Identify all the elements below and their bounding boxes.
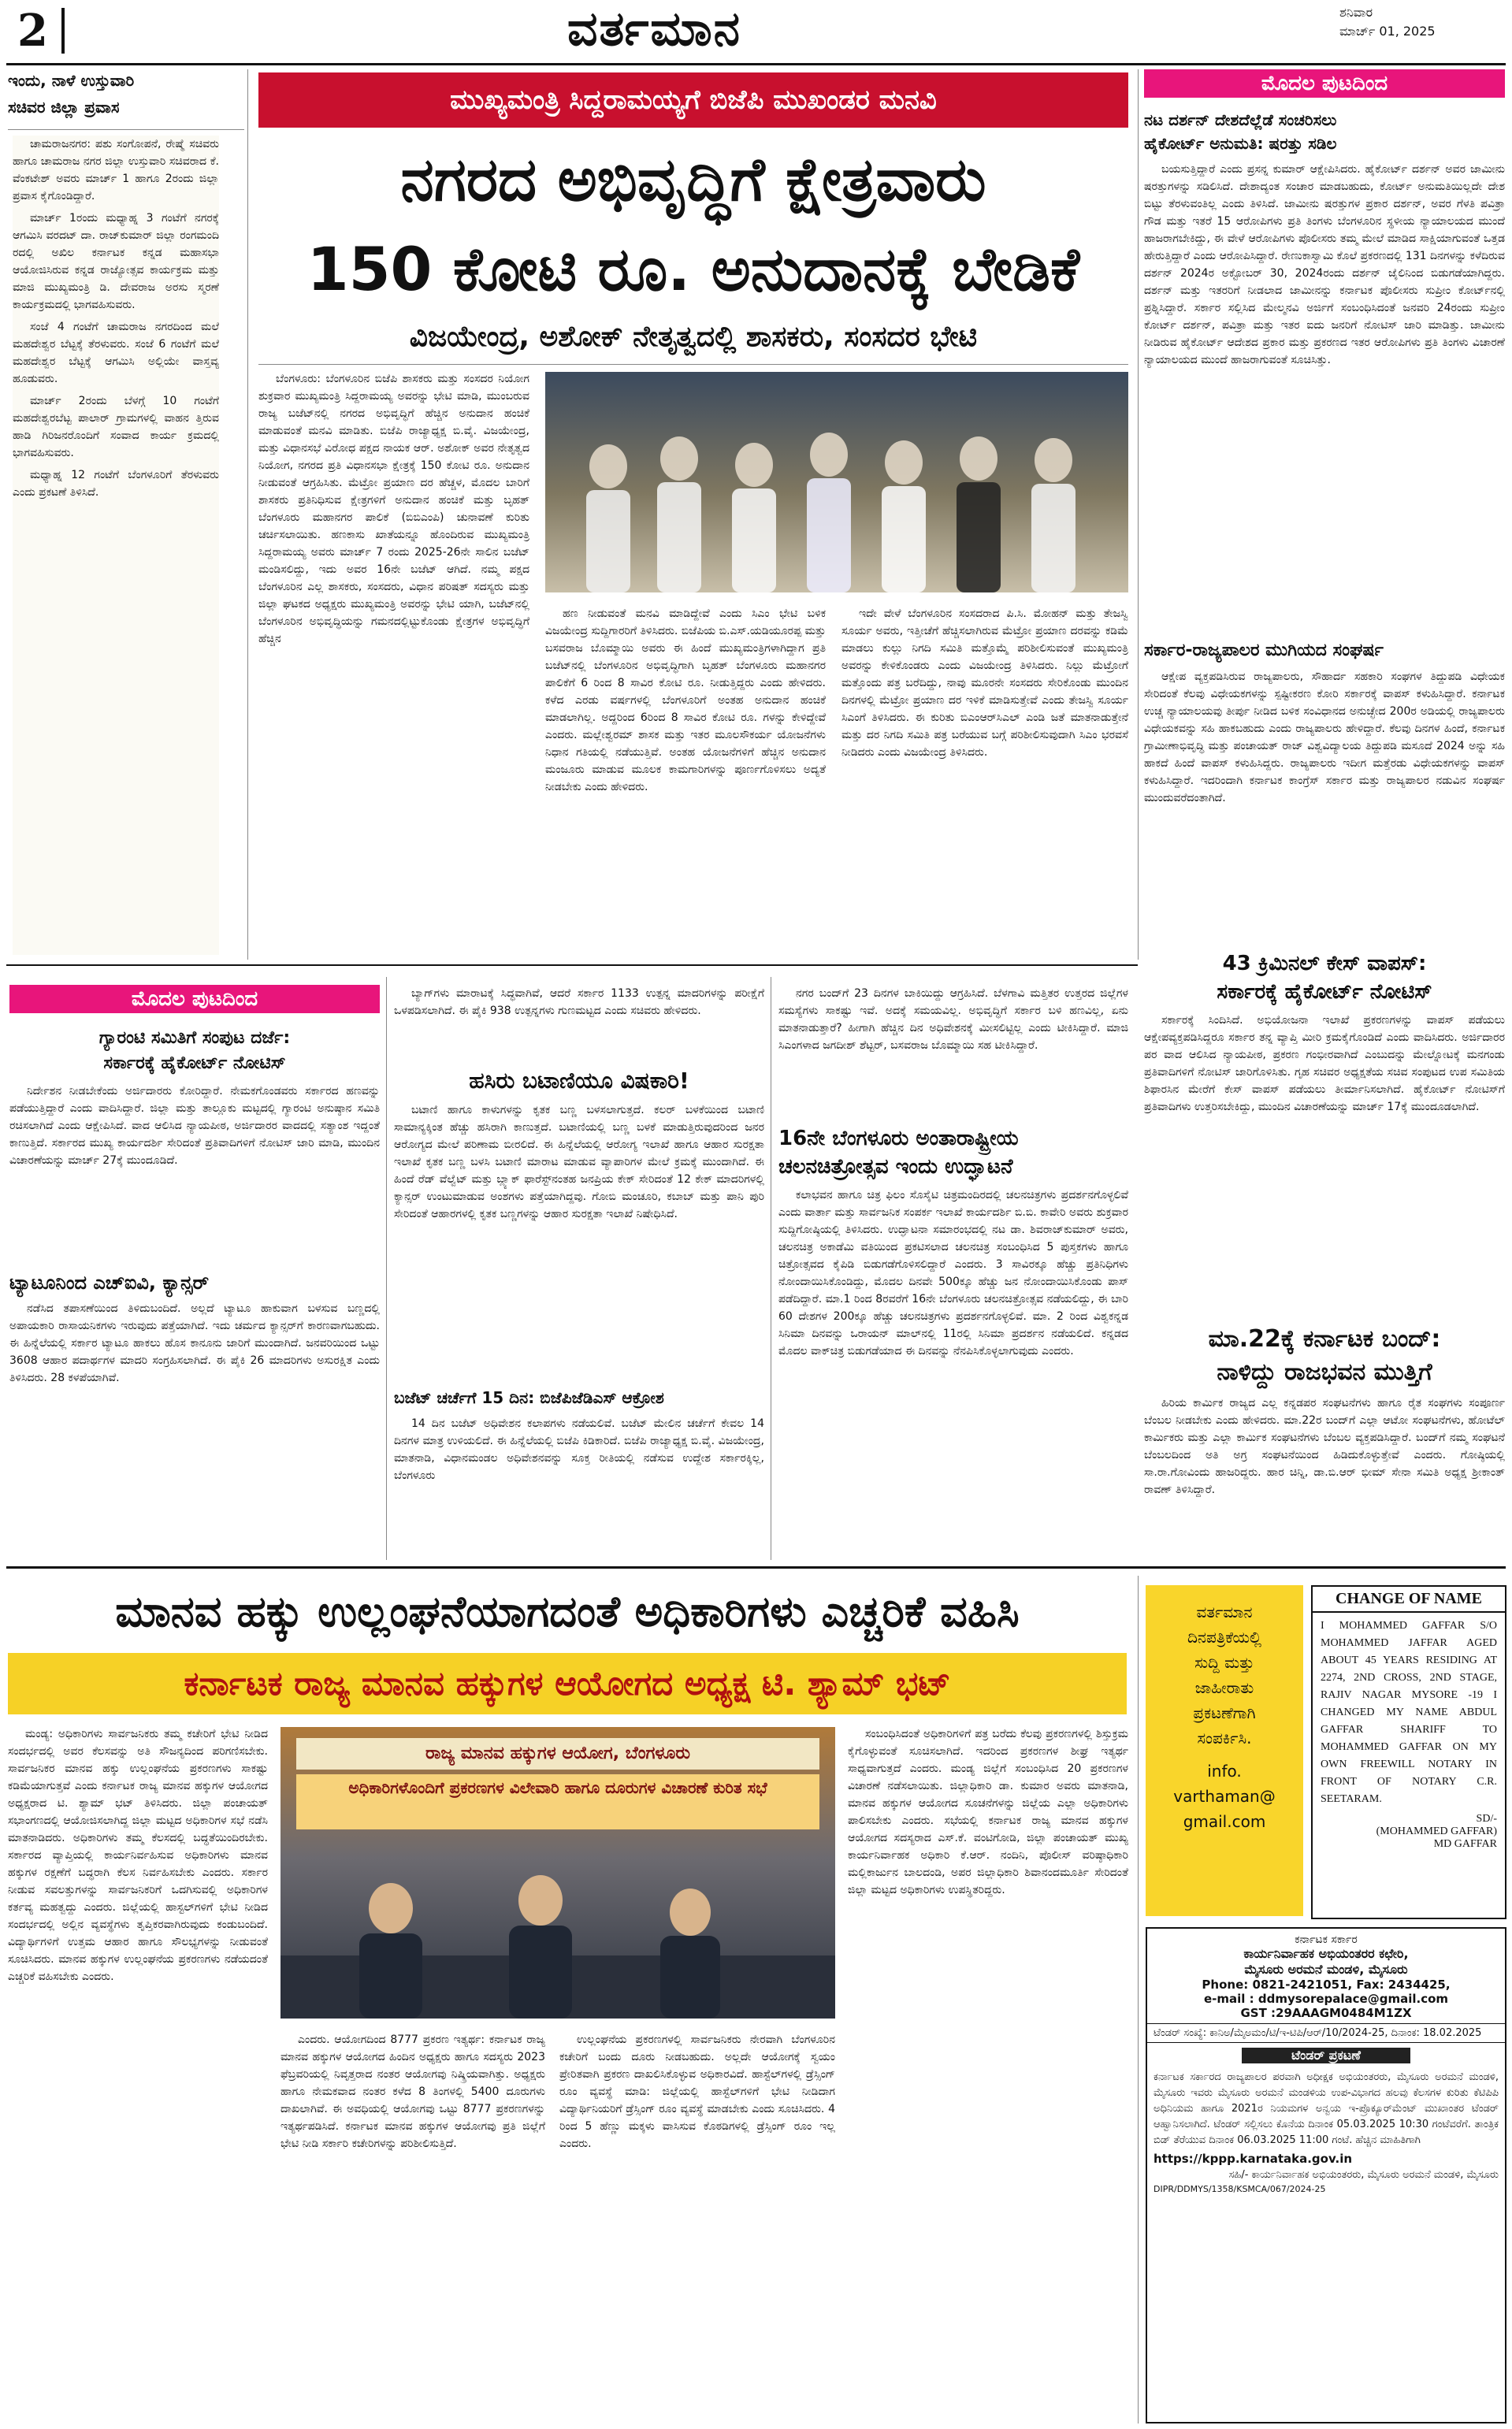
change-of-name-body: I MOHAMMED GAFFAR S/O MOHAMMED JAFFAR AGED ABOUT 45 YEARS RESIDING AT 2274, 2ND CROSS, 2ND STAGE, RAJIV NAGAR MYSORE -19 I CHANGED MY NAME ABDUL GAFFAR SHARIFF TO MOHAMMED GAFFAR ON MY OWN FREEWILL NOTARY IN FRONT OF NOTARY C.R. SEETARAM. <box>1321 1620 1497 1805</box>
mid-divider-1 <box>386 977 387 1560</box>
right-story1-body <box>1144 161 1505 633</box>
mid-story1-text: ನಿರ್ದೇಶನ ನೀಡಬೇಕೆಂದು ಅರ್ಜಿದಾರರು ಕೋರಿದ್ದಾರೆ. ನೇಮಕಗೊಂಡವರು ಸರ್ಕಾರದ ಹಣವನ್ನು ಪಡೆಯುತ್ತಿದ್ದಾರೆ ಎಂದು ವಾದಿಸಿದ್ದಾರೆ. ಜಿಲ್ಲಾ ಮತ್ತು ತಾಲ್ಲೂಕು ಮಟ್ಟದಲ್ಲಿ ಗ್ಯಾರಂಟಿ ಅನುಷ್ಠಾನ ಸಮಿತಿ ರಚಿಸಲಾಗಿದೆ ಎಂದು ಆಕ್ಷೇಪಿಸಿದೆ. ವಾದ ಆಲಿಸಿದ ನ್ಯಾಯಪೀಠ, ಅರ್ಜಿದಾರರ ವಾದದಲ್ಲಿ ಸತ್ಯಾಂಶ ಇದ್ದಂತೆ ಕಾಣುತ್ತಿದೆ. ಸರ್ಕಾರದ ಮುಖ್ಯ ಕಾರ್ಯದರ್ಶಿ ಸೇರಿದಂತೆ ಪ್ರತಿವಾದಿಗಳಿಗೆ ನೋಟಿಸ್ ಜಾರಿ ಮಾಡಿ, ಮುಂದಿನ ವಿಚಾರಣೆಯನ್ನು ಮಾರ್ಚ್ 27ಕ್ಕೆ ಮುಂದೂಡಿದೆ. <box>9 1085 380 1167</box>
tender-office: ಕಾರ್ಯನಿರ್ವಾಹಕ ಅಭಿಯಂತರರ ಕಛೇರಿ, <box>1243 1946 1409 1961</box>
bottom-photo-figures <box>280 1837 835 2019</box>
right-story4-text: ಹಿರಿಯ ಕಾರ್ಮಿಕ ರಾಜ್ಯದ ಎಲ್ಲ ಕನ್ನಡಪರ ಸಂಘಟನೆಗಳು ಹಾಗೂ ರೈತ ಸಂಘಗಳು ಸಂಪೂರ್ಣ ಬೆಂಬಲ ನೀಡಬೇಕು ಎಂದು ಹೇಳಿದರು. ಮಾ.22ರ ಬಂದ್‌ಗೆ ಎಲ್ಲಾ ಆಟೋ ಸಂಘಟನೆಗಳು, ಹೋಟೆಲ್ ಕಾರ್ಮಿಕರು ಮತ್ತು ಎಲ್ಲಾ ಕಾರ್ಮಿಕ ಸಂಘಟನೆಗಳು ಬೆಂಬಲ ವ್ಯಕ್ತಪಡಿಸಿದ್ದಾರೆ. ಬಂದ್‌ಗೆ ನಮ್ಮ ಸಂಘಟನೆ ಬೆಂಬಲದಿಂದ ಅತಿ ಅಗ್ರ ಸಂಘಟನೆಯಿಂದ ಹಿಡಿದುಕೊಳ್ಳುತ್ತೇವೆ ಎಂದರು. ಗೋಷ್ಠಿಯಲ್ಲಿ ಸಾ.ರಾ.ಗೋವಿಂದು ಹಾಜರಿದ್ದರು. ಹಾರ ಚಿನ್ನಿ, ಡಾ.ಬಿ.ಆರ್ ಭೀಮ್ ಸೇನಾ ಸಮಿತಿ ಅಧ್ಯಕ್ಷ ಶ್ರೀಕಾಂತ್ ರಾವಣ್ ತಿಳಿಸಿದ್ದಾರೆ. <box>1144 1397 1505 1496</box>
change-of-name-box <box>1311 1585 1506 1919</box>
bottom-col2-text: ಎಂದರು. ಆಯೋಗದಿಂದ 8777 ಪ್ರಕರಣ ಇತ್ಯರ್ಥ: ಕರ್ನಾಟಕ ರಾಜ್ಯ ಮಾನವ ಹಕ್ಕುಗಳ ಆಯೋಗದ ಹಿಂದಿನ ಅಧ್ಯಕ್ಷರು ಹಾಗೂ ಸದಸ್ಯರು 2023 ಫೆಬ್ರವರಿಯಲ್ಲಿ ನಿವೃತ್ತರಾದ ನಂತರ ಆಯೋಗವು ನಿಷ್ಕ್ರಿಯವಾಗಿತ್ತು. ಅಧ್ಯಕ್ಷರು ಹಾಗೂ ನೇಮಕವಾದ ನಂತರ ಕಳೆದ 8 ತಿಂಗಳಲ್ಲಿ 5400 ದೂರುಗಳು ದಾಖಲಾಗಿವೆ. ಈ ಅವಧಿಯಲ್ಲಿ ಆಯೋಗವು ಒಟ್ಟು 8777 ಪ್ರಕರಣಗಳನ್ನು ಇತ್ಯರ್ಥಪಡಿಸಿದೆ. ಕರ್ನಾಟಕ ಮಾನವ ಹಕ್ಕುಗಳ ಆಯೋಗವು ಪ್ರತಿ ಜಿಲ್ಲೆಗೆ ಭೇಟಿ ನೀಡಿ ಸರ್ಕಾರಿ ಕಚೇರಿಗಳನ್ನು ಪರಿಶೀಲಿಸುತ್ತಿದೆ. <box>280 2033 545 2150</box>
mid-story2-head: ಟ್ಯಾಟೂನಿಂದ ಎಚ್ಐವಿ, ಕ್ಯಾನ್ಸರ್ <box>9 1272 210 1294</box>
right-story4-head-line2: ನಾಳಿದ್ದು ರಾಜಭವನ ಮುತ್ತಿಗೆ <box>1217 1358 1432 1386</box>
left-para-2: ಮಾರ್ಚ್ 1ರಂದು ಮಧ್ಯಾಹ್ನ 3 ಗಂಟೆಗೆ ನಗರಕ್ಕೆ ಆಗಮಿಸಿ ವರದಟ್ ದಾ. ರಾಜ್‌ಕುಮಾರ್ ಜಿಲ್ಲಾ ರಂಗಮಂದಿ ರದಲ್ಲಿ ಅಖಿಲ ಕರ್ನಾಟಕ ಕನ್ನಡ ಮಹಾಸಭಾ ಆಯೋಜಿಸಿರುವ ಕನ್ನಡ ರಾಜ್ಯೋತ್ಸವ ಕಾರ್ಯಕ್ರಮ ಮತ್ತು ಮಾಜಿ ಮುಖ್ಯಮಂತ್ರಿ ಡಿ. ದೇವರಾಜ ಅರಸು ಸ್ಮರಣೆ ಕಾರ್ಯಕ್ರಮದಲ್ಲಿ ಭಾಗವಹಿಸುವರು. <box>13 212 219 311</box>
tender-body: ಕರ್ನಾಟಕ ಸರ್ಕಾರದ ರಾಜ್ಯಪಾಲರ ಪರವಾಗಿ ಅಧೀಕ್ಷಕ ಅಭಿಯಂತರರು, ಮೈಸೂರು ಅರಮನೆ ಮಂಡಳಿ, ಮೈಸೂರು ಇವರು ಮೈಸೂರು ಅರಮನೆ ಮಂಡಳಿಯ ಉಪ-ವಿಭಾಗದ ಹಲವು ಕೆಲಸಗಳ ಕುರಿತು ಕೆಟಿಪಿಪಿ ಅಧಿನಿಯಮ ಹಾಗೂ 2021ರ ನಿಯಮಗಳ ಅನ್ವಯ ಇ-ಪ್ರೊಕ್ಯೂರ್‌ಮೆಂಟ್ ಮುಖಾಂತರ ಟೆಂಡರ್ ಆಹ್ವಾನಿಸಲಾಗಿದೆ. ಟೆಂಡರ್ ಸಲ್ಲಿಸಲು ಕೊನೆಯ ದಿನಾಂಕ 05.03.2025 10:30 ಗಂಟೆವರೆಗೆ. ತಾಂತ್ರಿಕ ಬಿಡ್ ತೆರೆಯುವ ದಿನಾಂಕ 06.03.2025 11:00 ಗಂಟೆ. ಹೆಚ್ಚಿನ ಮಾಹಿತಿಗಾಗಿ <box>1154 2071 1499 2146</box>
right-story2-head: ಸರ್ಕಾರ-ರಾಜ್ಯಪಾಲರ ಮುಗಿಯದ ಸಂಘರ್ಷ <box>1144 641 1384 660</box>
left-para-3: ಸಂಜೆ 4 ಗಂಟೆಗೆ ಚಾಮರಾಜ ನಗರದಿಂದ ಮಲೆ ಮಹದೇಶ್ವರ ಬೆಟ್ಟಕ್ಕೆ ತೆರಳುವರು. ಸಂಜೆ 6 ಗಂಟೆಗೆ ಮಲೆ ಮಹದೇಶ್ವರ ಬೆಟ್ಟಕ್ಕೆ ಆಗಮಿಸಿ ಅಲ್ಲಿಯೇ ವಾಸ್ತವ್ಯ ಹೂಡುವರು. <box>13 321 219 385</box>
contact-email-2[interactable]: varthaman@ <box>1173 1787 1276 1806</box>
mid-center-head: ಹಸಿರು ಬಟಾಣಿಯೂ ವಿಷಕಾರಿ! <box>469 1068 689 1094</box>
right-story1-head-line2: ಹೈಕೋರ್ಟ್ ಅನುಮತಿ: ಷರತ್ತು ಸಡಿಲ <box>1144 134 1337 153</box>
right-story3-body <box>1144 1012 1505 1319</box>
tender-email[interactable]: e-mail : ddmysorepalace@gmail.com <box>1203 1992 1449 2006</box>
right-from-front-banner: ಮೊದಲ ಪುಟದಿಂದ <box>1144 69 1505 98</box>
mid-story1-head-line1: ಗ್ಯಾರಂಟಿ ಸಮಿತಿಗೆ ಸಂಪುಟ ದರ್ಜೆ: <box>98 1028 291 1048</box>
right-story3-head-line1: 43 ಕ್ರಿಮಿನಲ್ ಕೇಸ್ ವಾಪಸ್: <box>1222 952 1427 975</box>
mid-center-story2-text: 14 ದಿನ ಬಜೆಟ್ ಅಧಿವೇಶನ ಕಲಾಪಗಳು ನಡೆಯಲಿವೆ. ಬಜೆಟ್ ಮೇಲಿನ ಚರ್ಚೆಗೆ ಕೇವಲ 14 ದಿನಗಳ ಮಾತ್ರ ಉಳಿಯಲಿದೆ. ಈ ಹಿನ್ನೆಲೆಯಲ್ಲಿ ಬಿಜೆಪಿ ಕಿಡಿಕಾರಿದೆ. ಬಿಜೆಪಿ ರಾಜ್ಯಾಧ್ಯಕ್ಷ ಬಿ.ವೈ. ವಿಜಯೇಂದ್ರ, ಮಾತನಾಡಿ, ವಿಧಾನಮಂಡಲ ಅಧಿವೇಶನವನ್ನು ಸೂಕ್ತ ರೀತಿಯಲ್ಲಿ ನಡೆಸುವ ಉದ್ದೇಶ ಸರ್ಕಾರಕ್ಕಿಲ್ಲ, ಬೆಂಗಳೂರು <box>394 1417 764 1482</box>
right-story1-head-line1: ನಟ ದರ್ಶನ್ ದೇಶದೆಲ್ಲೆಡೆ ಸಂಚರಿಸಲು <box>1144 110 1337 129</box>
page-number-divider <box>61 8 65 54</box>
tender-signoff: ಸಹಿ/- ಕಾರ್ಯನಿರ್ವಾಹಕ ಅಭಿಯಂತರರು, ಮೈಸೂರು ಅರಮನೆ ಮಂಡಳಿ, ಮೈಸೂರು <box>1228 2169 1499 2181</box>
mid-story2-text: ನಡೆಸಿದ ತಪಾಸಣೆಯಿಂದ ತಿಳಿದುಬಂದಿದೆ. ಅಲ್ಲದೆ ಟ್ಯಾಟೂ ಹಾಕುವಾಗ ಬಳಸುವ ಬಣ್ಣದಲ್ಲಿ ಅಪಾಯಕಾರಿ ರಾಸಾಯನಿಕಗಳು ಇರುವುದು ಪತ್ತೆಯಾಗಿದೆ. ಇದು ಚರ್ಮದ ಕ್ಯಾನ್ಸರ್‌ಗೆ ಕಾರಣವಾಗಬಹುದು. ಈ ಹಿನ್ನೆಲೆಯಲ್ಲಿ ಸರ್ಕಾರ ಟ್ಯಾಟೂ ಹಾಕಲು ಹೊಸ ಕಾನೂನು ಜಾರಿಗೆ ಮುಂದಾಗಿದೆ. ಜನವರಿಯಿಂದ ಒಟ್ಟು 3608 ಆಹಾರ ಪದಾರ್ಥಗಳ ಮಾದರಿ ಸಂಗ್ರಹಿಸಲಾಗಿದೆ. ಈ ಪೈಕಿ 26 ಮಾದರಿಗಳು ಅಸುರಕ್ಷಿತ ಎಂದು ತಿಳಿಸಿದರು. 28 ಕಳಪೆಯಾಗಿವೆ. <box>9 1302 380 1384</box>
lead-photo <box>545 372 1128 592</box>
bottom-rule <box>6 1566 1506 1569</box>
tender-notice <box>1146 1927 1506 2423</box>
mid-center-lead <box>394 985 764 1064</box>
right-story3-text: ಸರ್ಕಾರಕ್ಕೆ ಸಿಂದಿಸಿದೆ. ಅಭಿಯೋಜನಾ ಇಲಾಖೆ ಪ್ರಕರಣಗಳನ್ನು ವಾಪಸ್ ಪಡೆಯಲು ಆಕ್ಷೇಪವ್ಯಕ್ತಪಡಿಸಿದ್ದರೂ ಸರ್ಕಾರ ತನ್ನ ವ್ಯಾಪ್ತಿ ಮೀರಿ ಕ್ರಮಕೈಗೊಂಡಿದೆ ಎಂದು ವಾದಿಸಿದರು. ಅರ್ಜಿದಾರರ ಪರ ವಾದ ಆಲಿಸಿದ ನ್ಯಾಯಪೀಠ, ಪ್ರಕರಣ ಗಂಭೀರವಾಗಿದೆ ಎಂಬುದನ್ನು ಮೇಲ್ನೋಟಕ್ಕೆ ಮನಗಂಡು ಪ್ರತಿವಾದಿಗಳಿಗೆ ನೋಟಿಸ್ ಜಾರಿಗೊಳಿಸಿತು. ಗೃಹ ಸಚಿವರ ಅಧ್ಯಕ್ಷತೆಯ ಸಚಿವ ಸಂಪುಟದ ಉಪ ಸಮಿತಿಯ ಶಿಫಾರಸಿನ ಮೇರೆಗೆ ಕೇಸ್ ವಾಪಸ್ ಪಡೆಯಲು ತೀರ್ಮಾನಿಸಲಾಗಿದೆ. ಹೈಕೋರ್ಟ್ ನೋಟಿಸ್‌ಗೆ ಪ್ರತಿವಾದಿಗಳು ಉತ್ತರಿಸಬೇಕಿದ್ದು, ಮುಂದಿನ ವಿಚಾರಣೆಯನ್ನು ಮಾರ್ಚ್ 17ಕ್ಕೆ ಮುಂದೂಡಲಾಗಿದೆ. <box>1144 1014 1505 1113</box>
tender-notice-head: ಟೆಂಡರ್ ಪ್ರಕಟಣೆ <box>1242 2048 1410 2063</box>
lead-photo-figures <box>545 372 1128 592</box>
bottom-subhead: ಕರ್ನಾಟಕ ರಾಜ್ಯ ಮಾನವ ಹಕ್ಕುಗಳ ಆಯೋಗದ ಅಧ್ಯಕ್ಷ ಟಿ. ಶ್ಯಾಮ್ ಭಟ್ <box>8 1653 1127 1714</box>
bottom-col4-text: ಸಂಬಂಧಿಸಿದಂತೆ ಅಧಿಕಾರಿಗಳಿಗೆ ಪತ್ರ ಬರೆದು ಕೆಲವು ಪ್ರಕರಣಗಳಲ್ಲಿ ಶಿಸ್ತುಕ್ರಮ ಕೈಗೊಳ್ಳುವಂತೆ ಸೂಚಿಸಲಾಗಿದೆ. ಇದರಿಂದ ಪ್ರಕರಣಗಳ ಶೀಘ್ರ ಇತ್ಯರ್ಥ ಸಾಧ್ಯವಾಗುತ್ತದೆ ಎಂದರು. ಮಂಡ್ಯ ಜಿಲ್ಲೆಗೆ ಸಂಬಂಧಿಸಿದ 20 ಪ್ರಕರಣಗಳ ವಿಚಾರಣೆ ನಡೆಸಲಾಯಿತು. ಜಿಲ್ಲಾಧಿಕಾರಿ ಡಾ. ಕುಮಾರ ಅವರು ಮಾತನಾಡಿ, ಮಾನವ ಹಕ್ಕುಗಳ ಆಯೋಗದ ಸೂಚನೆಗಳನ್ನು ಜಿಲ್ಲೆಯ ಎಲ್ಲಾ ಅಧಿಕಾರಿಗಳು ಪಾಲಿಸಬೇಕು ಎಂದರು. ಸಭೆಯಲ್ಲಿ ಕರ್ನಾಟಕ ರಾಜ್ಯ ಮಾನವ ಹಕ್ಕುಗಳ ಆಯೋಗದ ಸದಸ್ಯರಾದ ಎಸ್.ಕೆ. ವಂಟಿಗೋಡಿ, ಜಿಲ್ಲಾ ಪಂಚಾಯತ್ ಮುಖ್ಯ ಕಾರ್ಯನಿರ್ವಾಹಕ ಅಧಿಕಾರಿ ಕೆ.ಆರ್. ನಂದಿನಿ, ಪೊಲೀಸ್ ವರಿಷ್ಠಾಧಿಕಾರಿ ಮಲ್ಲಿಕಾರ್ಜುನ ಬಾಲದಂಡಿ, ಅಪರ ಜಿಲ್ಲಾಧಿಕಾರಿ ಶಿವಾನಂದಮೂರ್ತಿ ಸೇರಿದಂತೆ ಜಿಲ್ಲಾ ಮಟ್ಟದ ಅಧಿಕಾರಿಗಳು ಉಪಸ್ಥಿತರಿದ್ದರು. <box>848 1728 1128 1896</box>
lead-headline-line2: 150 ಕೋಟಿ ರೂ. ಅನುದಾನಕ್ಕೆ ಬೇಡಿಕೆ <box>306 234 1080 304</box>
left-heading-line2: ಸಚಿವರ ಜಿಲ್ಲಾ ಪ್ರವಾಸ <box>8 98 120 117</box>
col-divider-right <box>1138 69 1139 960</box>
mid-right-lead <box>778 985 1128 1119</box>
mid-center-lead-text: ಬ್ಯಾಗ್‌ಗಳು ಮಾರಾಟಕ್ಕೆ ಸಿದ್ಧವಾಗಿವೆ, ಆದರೆ ಸರ್ಕಾರ 1133 ಉತ್ಪನ್ನ ಮಾದರಿಗಳನ್ನು ಪರೀಕ್ಷೆಗೆ ಒಳಪಡಿಸಲಾಗಿದೆ. ಈ ಪೈಕಿ 938 ಉತ್ಪನ್ನಗಳು ಗುಣಮಟ್ಟದ ಎಂದು ಸಚಿವರು ಹೇಳಿದರು. <box>394 987 764 1017</box>
lead-col2 <box>545 605 826 952</box>
lead-rule <box>258 364 1128 365</box>
tender-ref: ಟೆಂಡರ್ ಸಂಖ್ಯೆ: ಕಾನಿಅ/ಮೈಅಮಂ/ಟಿ/ಇ-ಟಿಪಿ/ಆರ್/10/2024-25, ದಿನಾಂಕ: 18.02.2025 <box>1147 2023 1505 2043</box>
mid-center-story2-body <box>394 1415 764 1554</box>
contact-line2: ದಿನಪತ್ರಿಕೆಯಲ್ಲಿ <box>1187 1628 1261 1647</box>
col-divider <box>247 69 248 960</box>
bottom-col1 <box>8 1725 268 2419</box>
left-para-4: ಮಾರ್ಚ್ 2ರಂದು ಬೆಳಗ್ಗೆ 10 ಗಂಟೆಗೆ ಮಹದೇಶ್ವರಬೆಟ್ಟ ಪಾಲಾರ್ ಗ್ರಾಮಗಳಲ್ಲಿ ವಾಹನ ತ್ತಿರುವ ಹಾಡಿ ಗಿರಿಜನರೊಂದಿಗೆ ಸಂವಾದ ಕಾರ್ಯ ಕ್ರಮದಲ್ಲಿ ಭಾಗವಹಿಸುವರು. <box>13 395 219 459</box>
film-fest-text: ಕಲಾಭವನ ಹಾಗೂ ಚಿತ್ರ ಫಿಲಂ ಸೊಸೈಟಿ ಚಿತ್ರಮಂದಿರದಲ್ಲಿ ಚಲನಚಿತ್ರಗಳು ಪ್ರದರ್ಶನಗೊಳ್ಳಲಿವೆ ಎಂದು ವಾರ್ತಾ ಮತ್ತು ಸಾರ್ವಜನಿಕ ಸಂಪರ್ಕ ಇಲಾಖೆ ಕಾರ್ಯದರ್ಶಿ ಬಿ.ಬಿ. ಕಾವೇರಿ ಅವರು ಶುಕ್ರವಾರ ಸುದ್ದಿಗೋಷ್ಠಿಯಲ್ಲಿ ತಿಳಿಸಿದರು. ಉದ್ಘಾಟನಾ ಸಮಾರಂಭದಲ್ಲಿ ನಟ ಡಾ. ಶಿವರಾಜ್‌ಕುಮಾರ್ ಅವರು, ಚಲನಚಿತ್ರ ಅಕಾಡೆಮಿ ವತಿಯಿಂದ ಪ್ರಕಟಿಸಲಾದ ಚಲನಚಿತ್ರ ಸಂಬಂಧಿಸಿದ 5 ಪುಸ್ತಕಗಳು ಹಾಗೂ ಚಿತ್ರೋತ್ಸವದ ಕೈಪಿಡಿ ಬಿಡುಗಡೆಗೊಳಿಸಲಿದ್ದಾರೆ ಎಂದರು. 3 ಸಾವಿರಕ್ಕೂ ಹೆಚ್ಚು ಪ್ರತಿನಿಧಿಗಳು ನೋಂದಾಯಿಸಿಕೊಂಡಿದ್ದು, ಮೊದಲ ದಿನವೇ 500ಕ್ಕೂ ಹೆಚ್ಚು ಜನ ನೋಂದಾಯಿಸಿಕೊಂಡು ಪಾಸ್ ಪಡೆದಿದ್ದಾರೆ. ಮಾ.1 ರಿಂದ 8ರವರೆಗೆ 16ನೇ ಬೆಂಗಳೂರು ಚಲನಚಿತ್ರೋತ್ಸವ ನಡೆಯಲಿದ್ದು, ಈ ಬಾರಿ 60 ದೇಶಗಳ 200ಕ್ಕೂ ಹೆಚ್ಚು ಚಲನಚಿತ್ರಗಳು ಪ್ರದರ್ಶನಗೊಳ್ಳಲಿವೆ. ಮಾ. 2 ರಿಂದ ವಿಶ್ವಕನ್ನಡ ಸಿನಿಮಾ ದಿನವನ್ನು ಒರಾಯನ್ ಮಾಲ್‌ನಲ್ಲಿ 11ರಲ್ಲಿ ಸಿನಿಮಾ ಪ್ರದರ್ಶನ ನಡೆಯಲಿದೆ. ಕನ್ನಡದ ಮೊದಲ ವಾಕ್‌ಚಿತ್ರ ಬಿಡುಗಡೆಯಾದ ಈ ದಿನವನ್ನು ನೆನಪಿಸಿಕೊಳ್ಳಲಾಗುವುದು ಎಂದರು. <box>778 1189 1128 1357</box>
bottom-col3 <box>559 2031 835 2417</box>
bottom-headline: ಮಾನವ ಹಕ್ಕು ಉಲ್ಲಂಘನೆಯಾಗದಂತೆ ಅಧಿಕಾರಿಗಳು ಎಚ್ಚರಿಕೆ ವಹಿಸಿ <box>115 1587 1020 1636</box>
tender-phone: Phone: 0821-2421051, Fax: 2434425, <box>1202 1978 1451 1992</box>
left-para-1: ಚಾಮರಾಜನಗರ: ಪಶು ಸಂಗೋಪನೆ, ರೇಷ್ಮೆ ಸಚಿವರು ಹಾಗೂ ಚಾಮರಾಜ ನಗರ ಜಿಲ್ಲಾ ಉಸ್ತುವಾರಿ ಸಚಿವರಾದ ಕೆ. ವೆಂಕಟೇಶ್ ಅವರು ಮಾರ್ಚ್ 1 ಹಾಗೂ 2ರಂದು ಜಿಲ್ಲಾ ಪ್ರವಾಸ ಕೈಗೊಂಡಿದ್ದಾರೆ. <box>13 138 219 202</box>
photo-banner-line1: ರಾಜ್ಯ ಮಾನವ ಹಕ್ಕುಗಳ ಆಯೋಗ, ಬೆಂಗಳೂರು <box>296 1738 819 1770</box>
lead-col3-text: ಇದೇ ವೇಳೆ ಬೆಂಗಳೂರಿನ ಸಂಸದರಾದ ಪಿ.ಸಿ. ಮೋಹನ್ ಮತ್ತು ತೇಜಸ್ವಿ ಸೂರ್ಯ ಅವರು, ಇತ್ತೀಚೆಗೆ ಹೆಚ್ಚಿಸಲಾಗಿರುವ ಮೆಟ್ರೋ ಪ್ರಯಾಣ ದರವನ್ನು ಕಡಿಮೆ ಮಾಡಲು ಕುಲ್ಲು ನಿಗದಿ ಸಮಿತಿ ಮತ್ತೊಮ್ಮೆ ಪರಿಶೀಲಿಸುವಂತೆ ಮುಖ್ಯಮಂತ್ರಿ ಅವರನ್ನು ಕೇಳಿಕೊಂಡರು ಎಂದು ವಿಜಯೇಂದ್ರ ತಿಳಿಸಿದರು. ನಿಲ್ಲು ಮೆಟ್ರೋಗೆ ಮತ್ತೊಂದು ಪತ್ರ ಬರೆದಿದ್ದು, ನಾವು ಮೂರನೇ ಸಂಸದರು ಸೇರಿಕೊಂಡು ಮುಂದಿನ ದಿನಗಳಲ್ಲಿ ಮೆಟ್ರೋ ಪ್ರಯಾಣ ದರ ಇಳಿಕೆ ಮಾಡಿಸುತ್ತೇವೆ ಎಂದು ತೇಜಸ್ವಿ ಸೂರ್ಯ ಸಿಎಂಗೆ ತಿಳಿಸಿದರು. ಈ ಕುರಿತು ಬಿಎಂಆರ್‌ಸಿಎಲ್ ಎಂಡಿ ಜತೆ ಮಾತನಾಡುತ್ತೇನೆ ಮತ್ತು ದರ ನಿಗದಿ ಸಮಿತಿ ಪತ್ರ ಬರೆಯುವ ಬಗ್ಗೆ ಪರಿಶೀಲಿಸುವುದಾಗಿ ಸಿಎಂ ಭರವಸೆ ನೀಡಿದರು ಎಂದು ವಿಜಯೇಂದ್ರ ತಿಳಿಸಿದರು. <box>841 607 1128 759</box>
tender-url[interactable]: https://kppp.karnataka.gov.in <box>1154 2152 1353 2166</box>
change-of-name-title: CHANGE OF NAME <box>1313 1587 1505 1613</box>
lead-headline-line1: ನಗರದ ಅಭಿವೃದ್ಧಿಗೆ ಕ್ಷೇತ್ರವಾರು <box>400 144 986 214</box>
mid-center-text: ಬಟಾಣಿ ಹಾಗೂ ಕಾಳುಗಳನ್ನು ಕೃತಕ ಬಣ್ಣ ಬಳಸಲಾಗುತ್ತದೆ. ಕಲರ್ ಬಳಕೆಯಿಂದ ಬಟಾಣಿ ಸಾಮಾನ್ಯಕ್ಕಿಂತ ಹೆಚ್ಚು ಹಸಿರಾಗಿ ಕಾಣುತ್ತದೆ. ಬಟಾಣಿಯಲ್ಲಿ ಬಣ್ಣ ಬಳಕೆ ಮಾಡುತ್ತಿರುವುದರಿಂದ ಜನರ ಆರೋಗ್ಯದ ಮೇಲೆ ಪರಿಣಾಮ ಬೀರಲಿದೆ. ಈ ಹಿನ್ನೆಲೆಯಲ್ಲಿ ಆರೋಗ್ಯ ಇಲಾಖೆ ಹಾಗೂ ಆಹಾರ ಸುರಕ್ಷತಾ ಇಲಾಖೆ ಕೃತಕ ಬಣ್ಣ ಬಳಸಿ ಬಟಾಣಿ ಮಾರಾಟ ಮಾಡುವ ವ್ಯಾಪಾರಿಗಳ ಮೇಲೆ ಕ್ರಮಕ್ಕೆ ಮುಂದಾಗಿದೆ. ಈ ಹಿಂದೆ ರೆಡ್ ವೆಲ್ವೆಟ್ ಮತ್ತು ಬ್ಲ್ಯಾಕ್ ಫಾರೆಸ್ಟ್‌ನಂತಹ ಜನಪ್ರಿಯ ಕೇಕ್ ಸೇರಿದಂತೆ 12 ಕೇಕ್ ಮಾದರಿಗಳಲ್ಲಿ ಕ್ಯಾನ್ಸರ್ ಉಂಟುಮಾಡುವ ಅಂಶಗಳು ಪತ್ತೆಯಾಗಿದ್ದವು. ಗೋಬಿ ಮಂಚೂರಿ, ಕಬಾಬ್ ಮತ್ತು ಪಾನಿ ಪುರಿ ಸೇರಿದಂತೆ ಆಹಾರಗಳಲ್ಲಿ ಕೃತಕ ಬಣ್ಣಗಳನ್ನು ಆಹಾರ ಸುರಕ್ಷತಾ ಇಲಾಖೆ ನಿಷೇಧಿಸಿದೆ. <box>394 1104 764 1220</box>
lead-col3 <box>841 605 1128 952</box>
contact-line1: ವರ್ತಮಾನ <box>1196 1603 1253 1621</box>
issue-date: ಮಾರ್ಚ್ 01, 2025 <box>1339 24 1436 39</box>
masthead <box>0 0 1512 63</box>
issue-day: ಶನಿವಾರ <box>1339 5 1373 20</box>
contact-email-1[interactable]: info. <box>1207 1762 1242 1781</box>
mid-story2-body <box>9 1300 380 1552</box>
mid-center-body <box>394 1101 764 1377</box>
right-story4-body <box>1144 1395 1505 1552</box>
mid-right-lead-text: ನಗರ ಬಂದ್‌ಗೆ 23 ದಿನಗಳ ಬಾಕಿಯಿದ್ದು ಆಗ್ರಹಿಸಿದೆ. ಬೆಳಗಾವಿ ಮತ್ತಿತರ ಉತ್ತರದ ಜಿಲ್ಲೆಗಳ ಸಮಸ್ಯೆಗಳು ಸಾಕಷ್ಟು ಇವೆ. ಅದಕ್ಕೆ ಸಮಯವಿಲ್ಲ. ಅಭಿವೃದ್ಧಿಗೆ ಸರ್ಕಾರ ಬಳಿ ಹಣವಿಲ್ಲ, ಏನು ಮಾತನಾಡುತ್ತಾರೆ? ಹೀಗಾಗಿ ಹೆಚ್ಚಿನ ದಿನ ಅಧಿವೇಶನಕ್ಕೆ ಮೀಸಲಿಟ್ಟಿಲ್ಲ ಎಂದು ಟೀಕಿಸಿದ್ದಾರೆ. ಮಾಜಿ ಸಿಎಂಗಳಾದ ಜಗದೀಶ್ ಶೆಟ್ಟರ್, ಬಸವರಾಜ ಬೊಮ್ಮಾಯಿ ಸಹ ಟೀಕಿಸಿದ್ದಾರೆ. <box>778 987 1128 1052</box>
mid-rule <box>6 964 1138 966</box>
film-fest-head-line2: ಚಲನಚಿತ್ರೋತ್ಸವ ಇಂದು ಉದ್ಘಾಟನೆ <box>778 1155 1013 1179</box>
bottom-col1-text: ಮಂಡ್ಯ: ಅಧಿಕಾರಿಗಳು ಸಾರ್ವಜನಿಕರು ತಮ್ಮ ಕಚೇರಿಗೆ ಭೇಟಿ ನೀಡಿದ ಸಂದರ್ಭದಲ್ಲಿ ಅವರ ಕೆಲಸವನ್ನು ಅತಿ ಸೌಜನ್ಯದಿಂದ ಪರಿಗಣಿಸಬೇಕು. ಸಾರ್ವಜನಿಕರ ಮಾನವ ಹಕ್ಕು ಉಲ್ಲಂಘನೆಯ ಪ್ರಕರಣಗಳು ಸಾಕಷ್ಟು ಕಡಿಮೆಯಾಗುತ್ತವೆ ಎಂದು ಕರ್ನಾಟಕ ರಾಜ್ಯ ಮಾನವ ಹಕ್ಕುಗಳ ಆಯೋಗದ ಅಧ್ಯಕ್ಷರಾದ ಟಿ. ಶ್ಯಾಮ್ ಭಟ್ ತಿಳಿಸಿದರು. ಜಿಲ್ಲಾ ಪಂಚಾಯತ್ ಸಭಾಂಗಣದಲ್ಲಿ ಆಯೋಜಿಸಲಾಗಿದ್ದ ಜಿಲ್ಲಾ ಮಟ್ಟದ ಅಧಿಕಾರಿಗಳ ಸಭೆ ನಡೆಸಿ ಮಾತನಾಡಿದರು. ಅಧಿಕಾರಿಗಳು ತಮ್ಮ ಕೆಲಸದಲ್ಲಿ ಬದ್ಧತೆಯಿಂದಿರಬೇಕು. ಸರ್ಕಾರದ ವ್ಯಾಪ್ತಿಯಲ್ಲಿ ಕಾರ್ಯನಿರ್ವಹಿಸುವ ಅಧಿಕಾರಿಗಳು ಮಾನವ ಹಕ್ಕುಗಳ ರಕ್ಷಣೆಗೆ ಬದ್ಧರಾಗಿ ಕೆಲಸ ನಿರ್ವಹಿಸಬೇಕು ಎಂದರು. ಸರ್ಕಾರ ನೀಡುವ ಸವಲತ್ತುಗಳನ್ನು ಸಾರ್ವಜನಿಕರಿಗೆ ಒದಗಿಸುವಲ್ಲಿ ಅಧಿಕಾರಿಗಳ ಕರ್ತವ್ಯ ಮಹತ್ವದ್ದು ಎಂದರು. ಜಿಲ್ಲೆಯಲ್ಲಿ ಹಾಸ್ಟಲ್‌ಗಳಿಗೆ ಭೇಟಿ ನೀಡಿದ ಸಂದರ್ಭದಲ್ಲಿ ಅಲ್ಲಿನ ವ್ಯವಸ್ಥೆಗಳು ತೃಪ್ತಿಕರವಾಗಿರುವುದು ಕಂಡುಬಂದಿದೆ. ವಿದ್ಯಾರ್ಥಿಗಳಿಗೆ ಉತ್ತಮ ಆಹಾರ ಹಾಗೂ ಸೌಲಭ್ಯಗಳನ್ನು ನೀಡುವಂತೆ ಸೂಚಿಸಿದರು. ಮಾನವ ಹಕ್ಕುಗಳ ಉಲ್ಲಂಘನೆಯ ಪ್ರಕರಣಗಳು ನಡೆಯದಂತೆ ಎಚ್ಚರಿಕೆ ವಹಿಸಬೇಕು ಎಂದರು. <box>8 1728 268 1983</box>
mid-story1-head-line2: ಸರ್ಕಾರಕ್ಕೆ ಹೈಕೋರ್ಟ್ ನೋಟಿಸ್ <box>103 1053 286 1073</box>
right-story2-body <box>1144 668 1505 944</box>
mid-story1-body <box>9 1083 380 1264</box>
mid-from-front-banner: ಮೊದಲ ಪುಟದಿಂದ <box>9 985 380 1013</box>
right-story3-head-line2: ಸರ್ಕಾರಕ್ಕೆ ಹೈಕೋರ್ಟ್ ನೋಟಿಸ್ <box>1217 980 1432 1004</box>
left-para-5: ಮಧ್ಯಾಹ್ನ 12 ಗಂಟೆಗೆ ಬೆಂಗಳೂರಿಗೆ ತೆರಳುವರು ಎಂದು ಪ್ರಕಟಣೆ ತಿಳಿಸಿದೆ. <box>13 469 219 499</box>
left-heading-line1: ಇಂದು, ನಾಳೆ ಉಸ್ತುವಾರಿ <box>8 71 135 90</box>
lead-subhead: ವಿಜಯೇಂದ್ರ, ಅಶೋಕ್ ನೇತೃತ್ವದಲ್ಲಿ ಶಾಸಕರು, ಸಂಸದರ ಭೇಟಿ <box>409 321 978 353</box>
bottom-col2 <box>280 2031 545 2417</box>
tender-gst: GST :29AAAGM0484M1ZX <box>1240 2006 1412 2020</box>
change-of-name-signature: (MOHAMMED GAFFAR) <box>1376 1825 1497 1837</box>
change-of-name-alias: MD GAFFAR <box>1433 1838 1497 1850</box>
contact-ad <box>1146 1585 1303 1916</box>
contact-line4: ಜಾಹೀರಾತು <box>1194 1678 1254 1697</box>
contact-line6: ಸಂಪರ್ಕಿಸಿ. <box>1197 1729 1252 1747</box>
right-story1-text: ಬಯಸುತ್ತಿದ್ದಾರೆ ಎಂದು ಪ್ರಸನ್ನ ಕುಮಾರ್ ಆಕ್ಷೇಪಿಸಿದರು. ಹೈಕೋರ್ಟ್ ದರ್ಶನ್ ಅವರ ಜಾಮೀನು ಷರತ್ತುಗಳನ್ನು ಸಡಿಲಿಸಿದೆ. ದೇಶಾದ್ಯಂತ ಸಂಚಾರ ಮಾಡಬಹುದು, ಕೋರ್ಟ್ ಅನುಮತಿಯಿಲ್ಲದೇ ದೇಶ ಬಿಟ್ಟು ತೆರಳುವಂತಿಲ್ಲ ಎಂದು ತಿಳಿಸಿದೆ. ಜಾಮೀನು ಷರತ್ತುಗಳ ಪ್ರಕಾರ ದರ್ಶನ್, ಅವರ ಗೆಳತಿ ಪವಿತ್ರಾ ಗೌಡ ಮತ್ತು ಇತರೆ 15 ಆರೋಪಿಗಳು ಪ್ರತಿ ತಿಂಗಳು ಬೆಂಗಳೂರಿನ ಸ್ಥಳೀಯ ನ್ಯಾಯಾಲಯದ ಮುಂದೆ ಹಾಜರಾಗಬೇಕಿದ್ದು, ಈ ವೇಳೆ ಆರೋಪಿಗಳು ಪೊಲೀಸರು ತಮ್ಮ ಮೇಲೆ ಮಾಡಿದ ಸಾಕ್ಷಿಯಾಗುವಂತೆ ಒತ್ತಡ ಹೇರುತ್ತಿದ್ದಾರೆ ಎಂದು ಆರೋಪಿಸಿದ್ದಾರೆ. ರೇಣುಕಾಸ್ವಾಮಿ ಕೊಲೆ ಪ್ರಕರಣದಲ್ಲಿ 131 ದಿನಗಳನ್ನು ಕಳೆದಿರುವ ದರ್ಶನ್ 2024ರ ಅಕ್ಟೋಬರ್ 30, 2024ರಂದು ದರ್ಶನ್ ಜೈಲಿನಿಂದ ಬಿಡುಗಡೆಯಾಗಿದ್ದರು. ದರ್ಶನ್ ಮತ್ತು ಇತರರಿಗೆ ನೀಡಲಾದ ಜಾಮೀನನ್ನು ಕರ್ನಾಟಕ ಪೊಲೀಸರು ಸುಪ್ರೀಂ ಕೋರ್ಟ್‌ನಲ್ಲಿ ಪ್ರಶ್ನಿಸಿದ್ದಾರೆ. ಸರ್ಕಾರ ಸಲ್ಲಿಸಿದ ಮೇಲ್ಮನವಿ ಅರ್ಜಿಗೆ ಸಂಬಂಧಿಸಿದಂತೆ ಜನವರಿ 24ರಂದು ಸುಪ್ರೀಂ ಕೋರ್ಟ್ ದರ್ಶನ್, ಪವಿತ್ರಾ ಮತ್ತು ಇತರ ಐದು ಜನರಿಗೆ ನೋಟಿಸ್ ಜಾರಿ ಮಾಡಿತ್ತು. ಜಾಮೀನು ನೀಡಿರುವ ಹೈಕೋರ್ಟ್ ಆದೇಶದ ಪ್ರಕಾರ ಮತ್ತು ಪ್ರಕರಣದ ಇತರ ಆರೋಪಿಗಳು ಪ್ರತಿ ತಿಂಗಳು ವಿಚಾರಣೆ ನ್ಯಾಯಾಲಯದ ಮುಂದೆ ಹಾಜರಾಗುವಂತೆ ಸೂಚಿಸಿತ್ತು. <box>1144 163 1505 366</box>
photo-banner-line2: ಅಧಿಕಾರಿಗಳೊಂದಿಗೆ ಪ್ರಕರಣಗಳ ವಿಲೇವಾರಿ ಹಾಗೂ ದೂರುಗಳ ವಿಚಾರಣೆ ಕುರಿತ ಸಭೆ <box>296 1774 819 1829</box>
left-heading-rule <box>8 129 244 130</box>
contact-line3: ಸುದ್ದಿ ಮತ್ತು <box>1194 1653 1254 1672</box>
film-fest-body <box>778 1187 1128 1554</box>
mid-center-story2-head: ಬಜೆಟ್ ಚರ್ಚೆಗೆ 15 ದಿನ: ಬಿಜೆಪಿಜೆಡಿಎಸ್ ಆಕ್ರೋಶ <box>394 1388 664 1407</box>
bottom-col4 <box>848 1725 1128 2419</box>
change-of-name-sd: SD/- <box>1476 1813 1497 1825</box>
left-column-body <box>13 136 219 955</box>
newspaper-logo: ವರ್ತಮಾನ <box>567 2 741 57</box>
bottom-col3-text: ಉಲ್ಲಂಘನೆಯ ಪ್ರಕರಣಗಳಲ್ಲಿ ಸಾರ್ವಜನಿಕರು ನೇರವಾಗಿ ಬೆಂಗಳೂರಿನ ಕಚೇರಿಗೆ ಬಂದು ದೂರು ನೀಡಬಹುದು. ಅಲ್ಲದೇ ಆಯೋಗಕ್ಕೆ ಸ್ವಯಂ ಪ್ರೇರಿತವಾಗಿ ಪ್ರಕರಣ ದಾಖಲಿಸಿಕೊಳ್ಳುವ ಅಧಿಕಾರವಿದೆ. ಹಾಸ್ಟೆಲ್‌ಗಳಲ್ಲಿ ಡ್ರೆಸ್ಸಿಂಗ್ ರೂಂ ವ್ಯವಸ್ಥೆ ಮಾಡಿ: ಜಿಲ್ಲೆಯಲ್ಲಿ ಹಾಸ್ಟೆಲ್‌ಗಳಿಗೆ ಭೇಟಿ ನೀಡಿದಾಗ ವಿದ್ಯಾರ್ಥಿನಿಯರಿಗೆ ಡ್ರೆಸ್ಸಿಂಗ್ ರೂಂ ವ್ಯವಸ್ಥೆ ಮಾಡಬೇಕು ಎಂದು ಸೂಚಿಸಿದರು. 4 ರಿಂದ 5 ಹೆಣ್ಣು ಮಕ್ಕಳು ವಾಸಿಸುವ ಕೊಠಡಿಗಳಲ್ಲಿ ಡ್ರೆಸ್ಸಿಂಗ್ ರೂಂ ಇಲ್ಲ ಎಂದರು. <box>559 2033 835 2150</box>
lead-col1-text: ಬೆಂಗಳೂರು: ಬೆಂಗಳೂರಿನ ಬಿಜೆಪಿ ಶಾಸಕರು ಮತ್ತು ಸಂಸದರ ನಿಯೋಗ ಶುಕ್ರವಾರ ಮುಖ್ಯಮಂತ್ರಿ ಸಿದ್ದರಾಮಯ್ಯ ಅವರನ್ನು ಭೇಟಿ ಮಾಡಿ, ಮುಂಬರುವ ರಾಜ್ಯ ಬಜೆಟ್‌ನಲ್ಲಿ ನಗರದ ಅಭಿವೃದ್ಧಿಗೆ ಹೆಚ್ಚಿನ ಅನುದಾನ ಹಂಚಿಕೆ ಮಾಡುವಂತೆ ಮನವಿ ಮಾಡಿತು. ಬಿಜೆಪಿ ರಾಜ್ಯಾಧ್ಯಕ್ಷ ಬಿ.ವೈ. ವಿಜಯೇಂದ್ರ, ಮತ್ತು ವಿಧಾನಸಭೆ ವಿರೋಧ ಪಕ್ಷದ ನಾಯಕ ಆರ್. ಅಶೋಕ್ ಅವರ ನೇತೃತ್ವದ ನಿಯೋಗ, ನಗರದ ಪ್ರತಿ ವಿಧಾನಸಭಾ ಕ್ಷೇತ್ರಕ್ಕೆ 150 ಕೋಟಿ ರೂ. ಅನುದಾನ ನೀಡುವಂತೆ ಆಗ್ರಹಿಸಿತು. ಮೆಟ್ರೋ ಪ್ರಯಾಣ ದರ ಹೆಚ್ಚಳ, ಮೊದಲ ಬಾರಿಗೆ ಶಾಸಕರು ಪ್ರತಿನಿಧಿಸುವ ಕ್ಷೇತ್ರಗಳಿಗೆ ಅನುದಾನ ಹಂಚಿಕೆ ಮತ್ತು ಬೃಹತ್ ಬೆಂಗಳೂರು ಮಹಾನಗರ ಪಾಲಿಕೆ (ಬಿಬಿಎಂಪಿ) ಚುನಾವಣೆ ಕುರಿತು ಚರ್ಚಿಸಲಾಯಿತು. ಹಣಕಾಸು ಖಾತೆಯನ್ನೂ ಹೊಂದಿರುವ ಮುಖ್ಯಮಂತ್ರಿ ಸಿದ್ದರಾಮಯ್ಯ ಅವರು ಮಾರ್ಚ್ 7 ರಂದು 2025-26ನೇ ಸಾಲಿನ ಬಜೆಟ್ ಮಂಡಿಸಲಿದ್ದು, ಇದು ಅವರ 16ನೇ ಬಜೆಟ್ ಆಗಿದೆ. ನಮ್ಮ ಪಕ್ಷದ ಬೆಂಗಳೂರಿನ ಎಲ್ಲ ಶಾಸಕರು, ಸಂಸದರು, ವಿಧಾನ ಪರಿಷತ್ ಸದಸ್ಯರು ಮತ್ತು ಜಿಲ್ಲಾ ಘಟಕದ ಅಧ್ಯಕ್ಷರು ಮುಖ್ಯಮಂತ್ರಿ ಅವರನ್ನು ಭೇಟಿ ಯಾಗಿ, ಬಜೆಟ್‌ನಲ್ಲಿ ಬೆಂಗಳೂರಿನ ಅಭಿವೃದ್ಧಿಯನ್ನು ಗಮನದಲ್ಲಿಟ್ಟುಕೊಂಡು ಕ್ಷೇತ್ರಗಳ ಅಭಿವೃದ್ಧಿಗೆ ಹೆಚ್ಚಿನ <box>258 373 529 645</box>
masthead-rule <box>6 63 1506 65</box>
lead-kicker: ಮುಖ್ಯಮಂತ್ರಿ ಸಿದ್ದರಾಮಯ್ಯಗೆ ಬಿಜೆಪಿ ಮುಖಂಡರ ಮನವಿ <box>258 72 1128 128</box>
contact-email-3[interactable]: gmail.com <box>1183 1812 1266 1831</box>
tender-govt: ಕರ್ನಾಟಕ ಸರ್ಕಾರ <box>1295 1933 1358 1946</box>
right-story2-text: ಆಕ್ಷೇಪ ವ್ಯಕ್ತಪಡಿಸಿರುವ ರಾಜ್ಯಪಾಲರು, ಸೌಹಾರ್ದ ಸಹಕಾರಿ ಸಂಘಗಳ ತಿದ್ದುಪಡಿ ವಿಧೇಯಕ ಸೇರಿದಂತೆ ಕೆಲವು ವಿಧೇಯಕಗಳನ್ನು ಸ್ಪಷ್ಟೀಕರಣ ಕೋರಿ ಸರ್ಕಾರಕ್ಕೆ ವಾಪಸ್ ಕಳುಹಿಸಿದ್ದಾರೆ. ಕರ್ನಾಟಕ ಉಚ್ಚ ನ್ಯಾಯಾಲಯವು ತೀರ್ಪು ನೀಡಿದ ಬಳಿಕ ಸಂವಿಧಾನದ ಅನುಚ್ಛೇದ 200ರ ಅಡಿಯಲ್ಲಿ ರಾಜ್ಯಪಾಲರು ವಿಧೇಯಕವನ್ನು ಸಹಿ ಹಾಕಬಹುದು ಎಂದು ರಾಜ್ಯಪಾಲರು ಹೇಳಿದ್ದಾರೆ. ಕೆಲವು ದಿನಗಳ ಹಿಂದೆ, ಕರ್ನಾಟಕ ಗ್ರಾಮೀಣಾಭಿವೃದ್ಧಿ ಮತ್ತು ಪಂಚಾಯತ್ ರಾಜ್ ವಿಶ್ವವಿದ್ಯಾಲಯ ತಿದ್ದುಪಡಿ ಮಸೂದೆ 2024 ಅನ್ನು ಸಹಿ ಹಾಕದೆ ಹಿಂದೆ ವಾಪಸ್ ಕಳುಹಿಸಿದ್ದರು. ರಾಜ್ಯಪಾಲರು ಇದೀಗ ಮತ್ತೆರಡು ವಿಧೇಯಕಗಳನ್ನು ವಾಪಸ್ ಕಳುಹಿಸಿದ್ದಾರೆ. ಇದರಿಂದಾಗಿ ಕರ್ನಾಟಕ ಕಾಂಗ್ರೆಸ್ ಸರ್ಕಾರ ಮತ್ತು ರಾಜ್ಯಪಾಲರ ನಡುವಿನ ಸಂಘರ್ಷ ಮುಂದುವರೆದಂತಾಗಿದೆ. <box>1144 670 1505 804</box>
page-number: 2 <box>17 5 48 57</box>
lead-col1 <box>258 370 529 953</box>
tender-office2: ಮೈಸೂರು ಅರಮನೆ ಮಂಡಳಿ, ಮೈಸೂರು <box>1244 1962 1408 1977</box>
film-fest-head-line1: 16ನೇ ಬೆಂಗಳೂರು ಅಂತಾರಾಷ್ಟ್ರೀಯ <box>778 1127 1019 1150</box>
bottom-divider <box>1138 1576 1139 2423</box>
right-story4-head-line1: ಮಾ.22ಕ್ಕೆ ಕರ್ನಾಟಕ ಬಂದ್: <box>1208 1325 1441 1353</box>
lead-col2-text: ಹಣ ನೀಡುವಂತೆ ಮನವಿ ಮಾಡಿದ್ದೇವೆ ಎಂದು ಸಿಎಂ ಭೇಟಿ ಬಳಿಕ ವಿಜಯೇಂದ್ರ ಸುದ್ದಿಗಾರರಿಗೆ ತಿಳಿಸಿದರು. ಬಿಜೆಪಿಯ ಬಿ.ಎಸ್.ಯಡಿಯೂರಪ್ಪ ಮತ್ತು ಬಸವರಾಜ ಬೊಮ್ಮಾಯಿ ಅವರು ಈ ಹಿಂದೆ ಮುಖ್ಯಮಂತ್ರಿಗಳಾಗಿದ್ದಾಗ ಪ್ರತಿ ಬಜೆಟ್‌ನಲ್ಲಿ ಬೆಂಗಳೂರಿನ ಅಭಿವೃದ್ಧಿಗಾಗಿ ಬೃಹತ್ ಬೆಂಗಳೂರು ಮಹಾನಗರ ಪಾಲಿಕೆಗೆ 6 ರಿಂದ 8 ಸಾವಿರ ಕೋಟಿ ರೂ. ನೀಡುತ್ತಿದ್ದರು ಎಂದು ಹೇಳಿದರು. ಕಳೆದ ಎರಡು ವರ್ಷಗಳಲ್ಲಿ ಬೆಂಗಳೂರಿಗೆ ಅಂತಹ ಅನುದಾನ ಹಂಚಿಕೆ ಮಾಡಲಾಗಿಲ್ಲ. ಅದ್ದರಿಂದ 6ರಿಂದ 8 ಸಾವಿರ ಕೋಟಿ ರೂ. ಗಳನ್ನು ಕೇಳಿದ್ದೇವೆ ಎಂದರು. ಮಲ್ಲೇಶ್ವರಮ್ ಶಾಸಕ ಮತ್ತು ಇತರ ಮೂಲಸೌಕರ್ಯ ಯೋಜನೆಗಳು ನಿಧಾನ ಗತಿಯಲ್ಲಿ ನಡೆಯುತ್ತಿವೆ. ಅಂತಹ ಯೋಜನೆಗಳಿಗೆ ಹೆಚ್ಚಿನ ಅನುದಾನ ಮಂಜೂರು ಮಾಡುವ ಮೂಲಕ ಕಾಮಗಾರಿಗಳನ್ನು ಪೂರ್ಣಗೊಳಿಸಲು ಅದ್ಯತೆ ನೀಡಬೇಕು ಎಂದು ಹೇಳಿದರು. <box>545 607 826 793</box>
contact-line5: ಪ್ರಕಟಣೆಗಾಗಿ <box>1193 1703 1256 1722</box>
bottom-photo <box>280 1727 835 2019</box>
tender-dipr: DIPR/DDMYS/1358/KSMCA/067/2024-25 <box>1154 2184 1326 2194</box>
